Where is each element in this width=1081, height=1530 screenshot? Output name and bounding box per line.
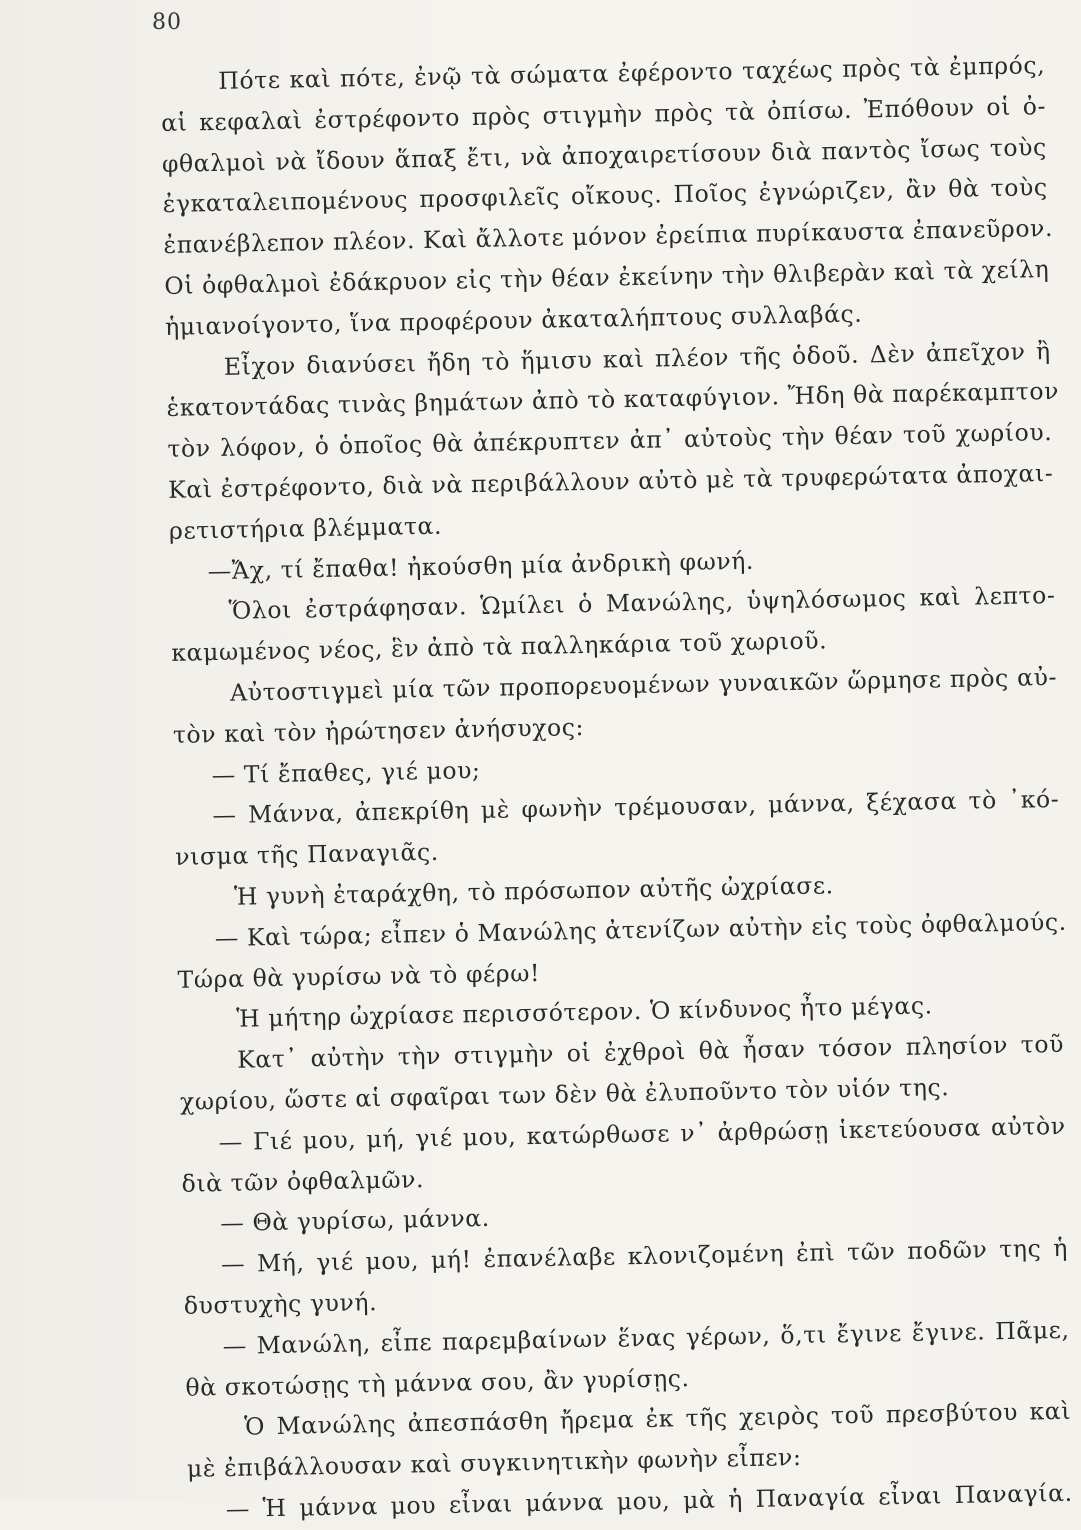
page-number: 80 — [152, 10, 182, 35]
text-line: — Τί ἔπαθες, γιέ μου; — [211, 755, 481, 789]
text-line: ἡμιανοίγοντο, ἵνα προφέρουν ἀκαταλήπτους συλλαβάς. — [164, 299, 863, 341]
body-text — [160, 45, 1073, 1530]
text-line: νισμα τῆς Παναγιᾶς. — [174, 837, 440, 871]
text-line: — Καὶ τώρα; εἶπεν ὁ Μανώλης ἀτενίζων αὐτὴν εἰς τοὺς ὀφθαλμούς. — [214, 907, 1067, 952]
text-line: Τώρα θὰ γυρίσω νὰ τὸ φέρω! — [177, 958, 541, 994]
text-line: μὲ ἐπιβάλλουσαν καὶ συγκινητικὴν φωνὴν εἶπεν: — [186, 1443, 802, 1483]
text-line: — Ἡ μάννα μου εἶναι μάννα μου, μὰ ἡ Παναγία εἶναι Παναγία. — [225, 1478, 1073, 1523]
text-line: θὰ σκοτώσῃς τὴ μάννα σου, ἂν γυρίσῃς. — [185, 1363, 690, 1402]
text-line: καμωμένος νέος, ἓν ἀπὸ τὰ παλληκάρια τοῦ χωριοῦ. — [171, 626, 828, 668]
text-line: — Μάννα, ἀπεκρίθη μὲ φωνὴν τρέμουσαν, μάννα, ξέχασα τὸ ᾽κό- — [212, 785, 1060, 830]
text-line: Ὁ Μανώλης ἀπεσπάσθη ἤρεμα ἐκ τῆς χειρὸς τοῦ πρεσβύτου καὶ — [243, 1397, 1072, 1441]
text-line: — Μή, γιέ μου, μή! ἐπανέλαβε κλονιζομένη ἐπὶ τῶν ποδῶν της ἡ — [220, 1233, 1069, 1279]
text-line: χωρίου, ὥστε αἱ σφαῖραι των δὲν θὰ ἐλυποῦντο τὸν υἱόν της. — [179, 1072, 950, 1116]
text-line: — Μανώλη, εἶπε παρεμβαίνων ἕνας γέρων, ὅ,τι ἔγινε ἔγινε. Πᾶμε, — [222, 1315, 1070, 1360]
text-line: Ὅλοι ἐστράφησαν. Ὡμίλει ὁ Μανώλης, ὑψηλόσωμος καὶ λεπτο- — [228, 581, 1056, 626]
text-line: Εἶχον διανύσει ἤδη τὸ ἥμισυ καὶ πλέον τῆς ὁδοῦ. Δὲν ἀπεῖχον ἢ — [223, 336, 1051, 381]
text-line: ρετιστήρια βλέμματα. — [168, 511, 443, 545]
text-line: Οἱ ὀφθαλμοὶ ἐδάκρυον εἰς τὴν θέαν ἐκείνην τὴν θλιβερὰν καὶ τὰ χείλη — [164, 254, 1050, 300]
text-line: Ἡ γυνὴ ἐταράχθη, τὸ πρόσωπον αὐτῆς ὠχρίασε. — [233, 871, 834, 911]
text-line: Κατ᾽ αὐτὴν τὴν στιγμὴν οἱ ἐχθροὶ θὰ ἦσαν τόσον πλησίον τοῦ — [236, 1029, 1065, 1074]
text-line: Καὶ ἐστρέφοντο, διὰ νὰ περιβάλλουν αὐτὸ μὲ τὰ τρυφερώτατα ἀποχαι- — [167, 458, 1054, 504]
text-line: ἐγκαταλειπομένους προσφιλεῖς οἴκους. Ποῖος ἐγνώριζεν, ἂν θὰ τοὺς — [162, 173, 1048, 219]
text-line: τὸν λόφον, ὁ ὁποῖος θὰ ἀπέκρυπτεν ἀπ᾽ αὐτοὺς τὴν θέαν τοῦ χωρίου. — [167, 418, 1053, 464]
text-line: —Ἄχ, τί ἔπαθα! ἠκούσθη μία ἀνδρικὴ φωνή. — [207, 546, 755, 585]
text-line: — Θὰ γυρίσω, μάννα. — [220, 1204, 491, 1238]
text-line: δυστυχὴς γυνή. — [183, 1287, 378, 1320]
text-line: Πότε καὶ πότε, ἐνῷ τὰ σώματα ἐφέροντο ταχέως πρὸς τὰ ἐμπρός, — [218, 51, 1046, 95]
text-line: ἑκατοντάδας τινὰς βημάτων ἀπὸ τὸ καταφύγιον. Ἤδη θὰ παρέκαμπτον — [166, 377, 1060, 423]
text-line: ἐπανέβλεπον πλέον. Καὶ ἄλλοτε μόνον ἐρείπια πυρίκαυστα ἐπανεῦρον. — [163, 214, 1054, 260]
text-line: τὸν καὶ τὸν ἠρώτησεν ἀνήσυχος: — [172, 712, 585, 749]
text-line: διὰ τῶν ὀφθαλμῶν. — [181, 1164, 425, 1198]
text-line: — Γιέ μου, μή, γιέ μου, κατώρθωσε ν᾽ ἀρθρώσῃ ἱκετεύουσα αὐτὸν — [218, 1111, 1066, 1156]
text-line: φθαλμοὶ νὰ ἴδουν ἅπαξ ἔτι, νὰ ἀποχαιρετίσουν διὰ παντὸς ἴσως τοὺς — [161, 132, 1048, 178]
text-line: αἱ κεφαλαὶ ἐστρέφοντο πρὸς στιγμὴν πρὸς τὰ ὀπίσω. Ἐπόθουν οἱ ὀ- — [160, 91, 1047, 137]
text-line: Ἡ μήτηρ ὠχρίασε περισσότερον. Ὁ κίνδυνος ἦτο μέγας. — [236, 991, 933, 1034]
text-line: Αὐτοστιγμεὶ μία τῶν προπορευομένων γυναικῶν ὥρμησε πρὸς αὐ- — [229, 662, 1058, 707]
